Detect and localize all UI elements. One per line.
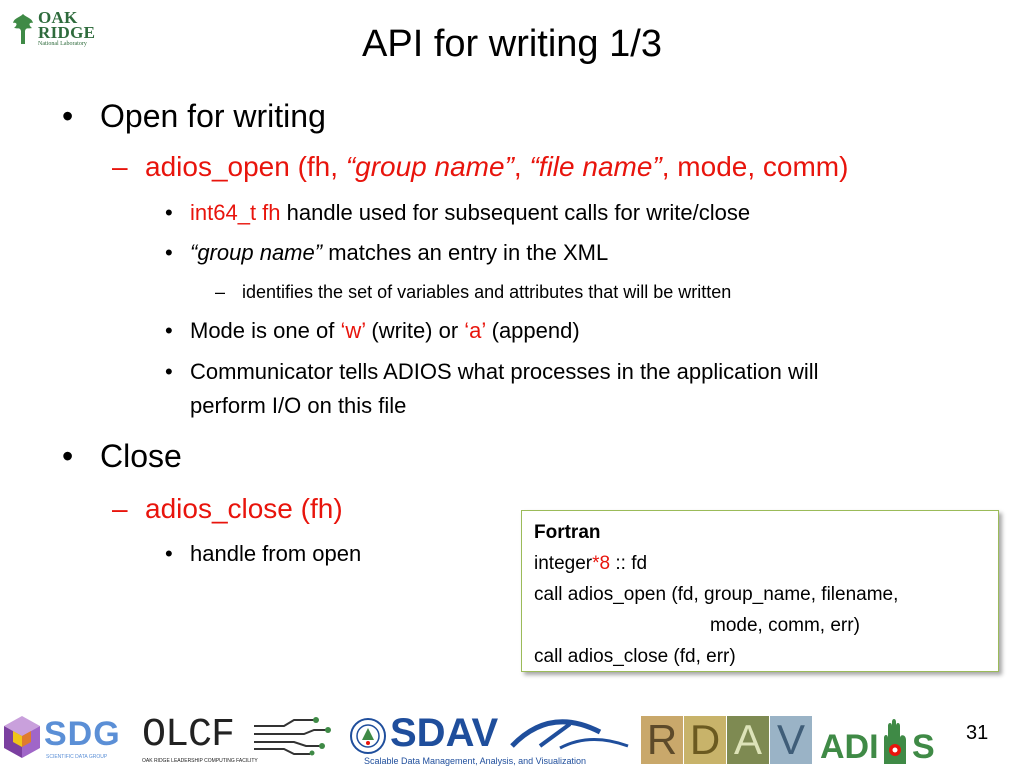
sdg-logo: [2, 712, 138, 764]
bullet-dot-icon: •: [62, 98, 74, 134]
bullet-dot-icon: •: [165, 240, 173, 265]
rdav-v-tile: [770, 716, 812, 764]
adios-logo: [820, 712, 950, 768]
fortran-title: Fortran: [534, 522, 601, 543]
dash-icon: –: [215, 282, 226, 302]
sdg-cube-icon: [2, 714, 42, 760]
adios-hand-icon: [880, 716, 910, 766]
page-number: 31: [966, 722, 989, 744]
group-name-description: matches an entry in the XML: [322, 240, 609, 265]
fortran-code-box: [521, 510, 999, 672]
sdg-text: SDG: [44, 715, 121, 753]
olcf-text: OLCF: [142, 713, 235, 758]
group-name-term: “group name”: [190, 240, 323, 265]
adios-open-sep: ,: [513, 151, 530, 182]
fh-type: int64_t fh: [190, 200, 281, 225]
sdg-sub-text: SCIENTIFIC DATA GROUP: [46, 754, 108, 760]
logo-ridge-text: RIDGE: [38, 23, 96, 42]
bullet-dot-icon: •: [165, 541, 173, 566]
adios-open-prefix: adios_open (fh,: [145, 151, 346, 182]
adios-text-2: S: [912, 728, 935, 766]
rdav-d-tile: [684, 716, 726, 764]
adios-open-suffix: , mode, comm): [661, 151, 849, 182]
communicator-line1: Communicator tells ADIOS what processes in the application will: [190, 359, 819, 384]
fortran-line-2: call adios_open (fd, group_name, filename,: [534, 584, 899, 605]
olcf-sub-text: OAK RIDGE LEADERSHIP COMPUTING FACILITY: [142, 758, 258, 764]
fh-description: handle used for subsequent calls for write/close: [280, 200, 751, 225]
rdav-a-letter: A: [733, 716, 762, 763]
rdav-d-letter: D: [689, 716, 721, 763]
rdav-r-letter: R: [646, 716, 678, 763]
fortran-integer: integer: [534, 553, 593, 574]
bullet-dot-icon: •: [62, 438, 74, 474]
doe-seal-icon: [350, 716, 386, 756]
adios-open-group: “group name”: [345, 151, 514, 182]
rdav-v-letter: V: [776, 716, 805, 763]
fortran-line-1: [534, 548, 986, 579]
fortran-kind: *8: [592, 553, 611, 574]
mode-text-1: Mode is one of: [190, 318, 341, 343]
sdav-swoosh-icon: [510, 712, 630, 752]
rdav-logo: [641, 716, 813, 764]
mode-text-2: (write) or: [365, 318, 465, 343]
rdav-r-tile: [641, 716, 683, 764]
dash-icon: –: [112, 493, 128, 524]
sdav-sub-text: Scalable Data Management, Analysis, and Visualization: [364, 756, 586, 766]
mode-w: ‘w’: [340, 318, 366, 343]
sdav-text: SDAV: [390, 711, 499, 755]
footer-logos: [0, 710, 1024, 768]
fortran-fd: :: fd: [610, 553, 648, 574]
logo-national-lab-text: National Laboratory: [38, 41, 87, 47]
sdav-logo: [350, 712, 635, 768]
bullet-dot-icon: •: [165, 359, 173, 384]
bullet-dot-icon: •: [165, 318, 173, 343]
bullet-dot-icon: •: [165, 200, 173, 225]
logo-oak-text: OAK: [38, 8, 78, 27]
adios-open-file: “file name”: [529, 151, 662, 182]
rdav-a-tile: [727, 716, 769, 764]
communicator-line2: perform I/O on this file: [190, 393, 407, 418]
fortran-line-3: mode, comm, err): [710, 615, 860, 636]
mode-text-3: (append): [485, 318, 580, 343]
adios-text-1: ADI: [820, 728, 879, 766]
olcf-logo: [142, 714, 342, 766]
olcf-circuit-icon: [254, 716, 334, 756]
mode-a: ‘a’: [464, 318, 486, 343]
slide-title: API for writing 1/3: [362, 23, 662, 65]
dash-icon: –: [112, 151, 128, 182]
fortran-line-4: call adios_close (fd, err): [534, 646, 736, 667]
